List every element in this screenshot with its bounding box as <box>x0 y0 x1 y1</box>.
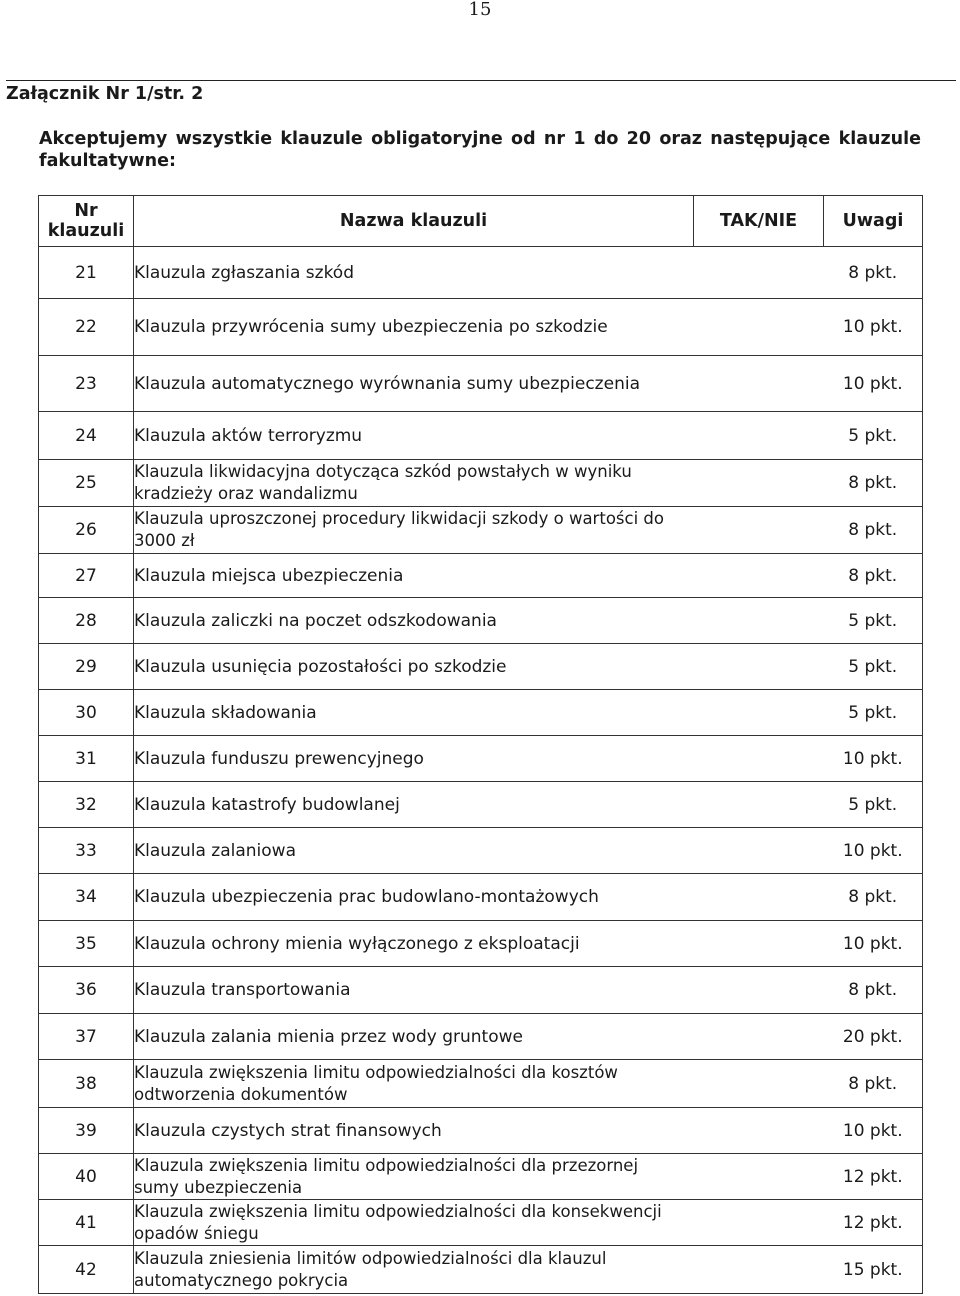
clause-points: 10 pkt. <box>824 736 923 782</box>
clause-name-text: Klauzula zniesienia limitów odpowiedzialności dla klauzul automatycznego pokrycia <box>134 1248 607 1290</box>
table-row <box>39 460 923 507</box>
clause-name <box>134 828 694 874</box>
clause-name <box>134 736 694 782</box>
clause-points: 12 pkt. <box>824 1200 923 1246</box>
clause-number: 34 <box>39 874 134 921</box>
clause-name <box>134 1246 694 1294</box>
clause-points: 5 pkt. <box>824 782 923 828</box>
intro-paragraph <box>39 128 921 172</box>
table-row <box>39 967 923 1014</box>
tak-nie-cell[interactable] <box>694 356 824 412</box>
clause-points: 5 pkt. <box>824 644 923 690</box>
table-header-row <box>39 196 923 247</box>
clause-name <box>134 921 694 967</box>
clause-name-text: Klauzula miejsca ubezpieczenia <box>134 565 404 586</box>
clause-name-text: Klauzula ochrony mienia wyłączonego z eksploatacji <box>134 933 580 954</box>
clause-number: 35 <box>39 921 134 967</box>
clause-number: 33 <box>39 828 134 874</box>
clause-number: 32 <box>39 782 134 828</box>
clause-name <box>134 1060 694 1108</box>
clause-points: 8 pkt. <box>824 460 923 507</box>
header-name: Nazwa klauzuli <box>134 196 694 247</box>
clause-rows <box>39 247 923 1294</box>
clause-name <box>134 644 694 690</box>
header-nr: Nr klauzuli <box>39 196 134 247</box>
tak-nie-cell[interactable] <box>694 554 824 598</box>
clause-name <box>134 1154 694 1200</box>
clause-points: 10 pkt. <box>824 828 923 874</box>
table-row <box>39 554 923 598</box>
table-row <box>39 1200 923 1246</box>
table-row <box>39 247 923 299</box>
clause-points: 10 pkt. <box>824 1108 923 1154</box>
clause-number: 37 <box>39 1014 134 1060</box>
clause-points: 5 pkt. <box>824 412 923 460</box>
clause-name-text: Klauzula przywrócenia sumy ubezpieczenia po szkodzie <box>134 317 608 337</box>
clauses-table <box>38 195 923 1294</box>
tak-nie-cell[interactable] <box>694 690 824 736</box>
clause-name-text: Klauzula zwiększenia limitu odpowiedzialności dla kosztów odtworzenia dokumentów <box>134 1062 618 1104</box>
table-row <box>39 921 923 967</box>
clause-number: 39 <box>39 1108 134 1154</box>
clause-number: 23 <box>39 356 134 412</box>
clause-name-text: Klauzula transportowania <box>134 980 351 1000</box>
tak-nie-cell[interactable] <box>694 1246 824 1294</box>
clause-points: 10 pkt. <box>824 921 923 967</box>
clause-number: 42 <box>39 1246 134 1294</box>
intro-line-2: fakultatywne: <box>39 151 176 171</box>
clause-name-text: Klauzula zalaniowa <box>134 840 297 861</box>
intro-line-1: Akceptujemy wszystkie klauzule obligatoryjne od nr 1 do 20 oraz następujące klauzule <box>39 129 921 149</box>
clause-number: 31 <box>39 736 134 782</box>
clause-points: 8 pkt. <box>824 967 923 1014</box>
clause-name-text: Klauzula zalania mienia przez wody gruntowe <box>134 1026 523 1047</box>
clause-points: 10 pkt. <box>824 299 923 356</box>
tak-nie-cell[interactable] <box>694 874 824 921</box>
table-row <box>39 828 923 874</box>
clause-name <box>134 967 694 1014</box>
clause-number: 38 <box>39 1060 134 1108</box>
tak-nie-cell[interactable] <box>694 828 824 874</box>
clause-points: 15 pkt. <box>824 1246 923 1294</box>
clause-name-text: Klauzula zwiększenia limitu odpowiedzialności dla konsekwencji opadów śniegu <box>134 1201 662 1243</box>
clause-points: 8 pkt. <box>824 554 923 598</box>
clause-name <box>134 598 694 644</box>
tak-nie-cell[interactable] <box>694 598 824 644</box>
clause-name-text: Klauzula zaliczki na poczet odszkodowania <box>134 610 497 631</box>
clause-name-text: Klauzula likwidacyjna dotycząca szkód powstałych w wyniku kradzieży oraz wandalizmu <box>134 462 632 503</box>
tak-nie-cell[interactable] <box>694 736 824 782</box>
tak-nie-cell[interactable] <box>694 299 824 356</box>
tak-nie-cell[interactable] <box>694 921 824 967</box>
clause-name <box>134 1200 694 1246</box>
table-row <box>39 1154 923 1200</box>
clause-name <box>134 1014 694 1060</box>
tak-nie-cell[interactable] <box>694 782 824 828</box>
clause-name <box>134 690 694 736</box>
clause-name <box>134 874 694 921</box>
clause-points: 8 pkt. <box>824 247 923 299</box>
table-row <box>39 874 923 921</box>
clause-name <box>134 460 694 507</box>
clause-name <box>134 554 694 598</box>
clause-name-text: Klauzula uproszczonej procedury likwidacji szkody o wartości do 3000 zł <box>134 509 664 550</box>
tak-nie-cell[interactable] <box>694 644 824 690</box>
page-number: 15 <box>468 0 492 20</box>
table-row <box>39 736 923 782</box>
clause-number: 22 <box>39 299 134 356</box>
header-tak-nie: TAK/NIE <box>694 196 824 247</box>
clause-points: 8 pkt. <box>824 1060 923 1108</box>
attachment-title: Załącznik Nr 1/str. 2 <box>6 80 956 105</box>
table-row <box>39 356 923 412</box>
clause-points: 8 pkt. <box>824 874 923 921</box>
clause-number: 25 <box>39 460 134 507</box>
clause-points: 5 pkt. <box>824 598 923 644</box>
clause-name-text: Klauzula funduszu prewencyjnego <box>134 748 424 769</box>
tak-nie-cell[interactable] <box>694 460 824 507</box>
clause-points: 10 pkt. <box>824 356 923 412</box>
clause-name <box>134 782 694 828</box>
tak-nie-cell[interactable] <box>694 412 824 460</box>
tak-nie-cell[interactable] <box>694 247 824 299</box>
clause-name-text: Klauzula katastrofy budowlanej <box>134 794 400 815</box>
clause-name <box>134 1108 694 1154</box>
clause-name-text: Klauzula zgłaszania szkód <box>134 262 354 283</box>
header-uwagi: Uwagi <box>824 196 923 247</box>
clause-name <box>134 507 694 554</box>
clause-number: 36 <box>39 967 134 1014</box>
table-row <box>39 299 923 356</box>
tak-nie-cell[interactable] <box>694 1200 824 1246</box>
clause-name-text: Klauzula automatycznego wyrównania sumy ubezpieczenia <box>134 373 640 394</box>
clause-name-text: Klauzula czystych strat finansowych <box>134 1120 442 1141</box>
clause-name-text: Klauzula składowania <box>134 702 317 723</box>
clause-number: 24 <box>39 412 134 460</box>
tak-nie-cell[interactable] <box>694 1108 824 1154</box>
tak-nie-cell[interactable] <box>694 1060 824 1108</box>
table-row <box>39 690 923 736</box>
clause-number: 30 <box>39 690 134 736</box>
clause-name-text: Klauzula ubezpieczenia prac budowlano-montażowych <box>134 887 599 907</box>
table-row <box>39 1246 923 1294</box>
clause-name-text: Klauzula usunięcia pozostałości po szkodzie <box>134 656 507 677</box>
clause-name <box>134 299 694 356</box>
clause-name <box>134 356 694 412</box>
table-row <box>39 1108 923 1154</box>
table-row <box>39 644 923 690</box>
clause-number: 29 <box>39 644 134 690</box>
clause-number: 21 <box>39 247 134 299</box>
table-row <box>39 598 923 644</box>
table-row <box>39 782 923 828</box>
tak-nie-cell[interactable] <box>694 1014 824 1060</box>
table-row <box>39 412 923 460</box>
clause-points: 20 pkt. <box>824 1014 923 1060</box>
clause-number: 28 <box>39 598 134 644</box>
clause-name-text: Klauzula zwiększenia limitu odpowiedzialności dla przezornej sumy ubezpieczenia <box>134 1155 639 1197</box>
clause-points: 12 pkt. <box>824 1154 923 1200</box>
clause-points: 8 pkt. <box>824 507 923 554</box>
tak-nie-cell[interactable] <box>694 967 824 1014</box>
clause-number: 26 <box>39 507 134 554</box>
clause-number: 27 <box>39 554 134 598</box>
table-row <box>39 1014 923 1060</box>
clause-number: 41 <box>39 1200 134 1246</box>
clause-name-text: Klauzula aktów terroryzmu <box>134 425 363 446</box>
clause-number: 40 <box>39 1154 134 1200</box>
clause-name <box>134 412 694 460</box>
clause-points: 5 pkt. <box>824 690 923 736</box>
table-row <box>39 1060 923 1108</box>
tak-nie-cell[interactable] <box>694 507 824 554</box>
tak-nie-cell[interactable] <box>694 1154 824 1200</box>
clause-name <box>134 247 694 299</box>
table-row <box>39 507 923 554</box>
